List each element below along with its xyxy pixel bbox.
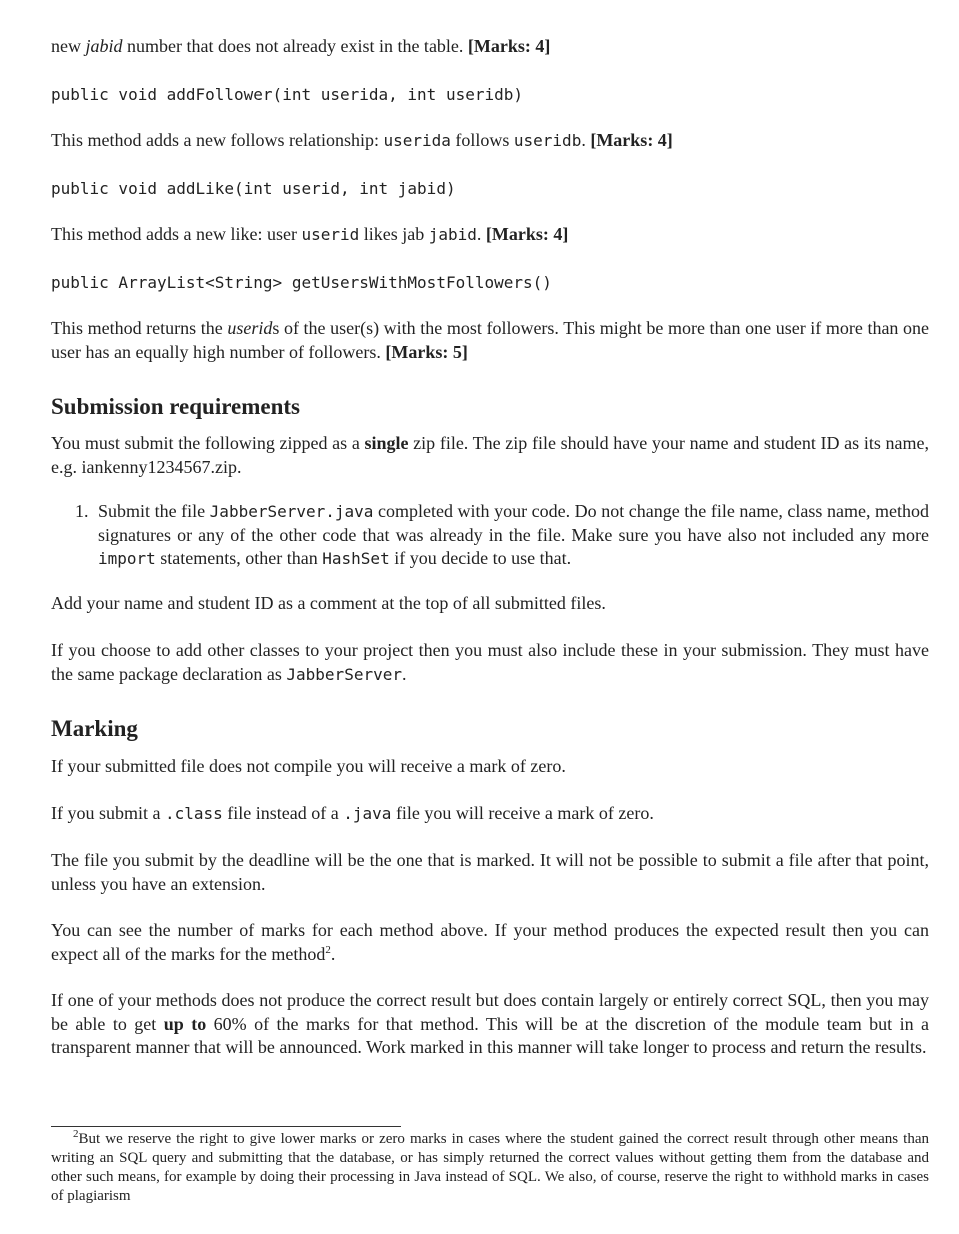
code-jabberserver: JabberServer (286, 664, 402, 684)
marking-heading: Marking (51, 716, 138, 741)
text: You must submit the following zipped as a (51, 433, 365, 453)
code-userida: userida (383, 131, 451, 150)
text: number that does not already exist in the table. (122, 36, 468, 56)
add-follower-signature: public void addFollower(int userida, int useridb) (51, 85, 524, 104)
other-classes-paragraph (51, 639, 929, 686)
emphasis: single (364, 433, 409, 453)
deadline-paragraph: The file you submit by the deadline will be the one that is marked. It will not be possible to submit a file after that point, unless you have an extension. (51, 850, 929, 894)
submission-paragraph (51, 432, 929, 479)
text: likes jab (359, 224, 429, 244)
term-jabid: jabid (85, 36, 123, 56)
emphasis: up to (163, 1013, 207, 1034)
partial-marks-paragraph (51, 989, 929, 1060)
submission-list-item (75, 500, 929, 571)
text: This method adds a new follows relationship: (51, 130, 384, 150)
text: 60% of the marks for that method. This will be at the discretion of the module team but in a transparent manner that will be announced. Work marked in this manner will take longer to process and return the results. (51, 1013, 930, 1057)
code-filename: JabberServer.java (209, 502, 374, 521)
text: . (581, 130, 591, 150)
text: file you will receive a mark of zero. (391, 803, 654, 823)
text: statements, other than (155, 548, 323, 568)
footnote-text: But we reserve the right to give lower marks or zero marks in cases where the student gained the correct result through other means than writing an SQL query and submitting that the database, or has simply returned the correct values without getting them from the database and other such means, for example by doing their processing in Java instead of SQL. We also, of course, reserve the right to withhold marks in cases of plagiarism (51, 1131, 929, 1204)
code-import: import (98, 549, 156, 568)
text: completed with your code. Do not change the file name, class name, method signatures or any of the other code that was already in the file. Make sure you have also not included any more (98, 501, 930, 545)
list-number: 1. (75, 501, 89, 521)
marks-label: [Marks: 5] (385, 341, 468, 362)
footnote-rule (51, 1126, 401, 1127)
text: If you submit a (51, 803, 165, 823)
text: . (330, 943, 336, 964)
text: Submit the file (98, 501, 210, 521)
most-followers-description (51, 317, 929, 364)
footnote-ref: 2 (325, 943, 331, 956)
text: new (51, 36, 86, 56)
most-followers-signature: public ArrayList<String> getUsersWithMostFollowers() (51, 273, 552, 292)
name-id-paragraph: Add your name and student ID as a comment at the top of all submitted files. (51, 593, 606, 613)
text: If one of your methods does not produce the correct result but does contain largely or entirely correct SQL, then you may be able to get (51, 990, 929, 1034)
footnote-mark: 2 (73, 1128, 79, 1140)
text: . (401, 663, 407, 684)
text: If you choose to add other classes to your project then you must also include these in your submission. They must have the same package declaration as (51, 640, 929, 684)
text: follows (450, 130, 514, 150)
text: You can see the number of marks for each method above. If your method produces the expected result then you can expect all of the marks for the method (51, 920, 929, 964)
code-useridb: useridb (513, 131, 582, 150)
text: s of the user(s) with the most followers. This might be more than one user if more than one user has an equally high number of followers. (51, 318, 930, 362)
term-userid: userid (227, 318, 273, 338)
marks-label: [Marks: 4] (590, 130, 673, 150)
compile-paragraph: If your submitted file does not compile you will receive a mark of zero. (51, 756, 566, 776)
footnote (51, 1130, 929, 1206)
text: This method returns the (51, 318, 228, 338)
add-follower-description (51, 129, 929, 153)
text: . (476, 224, 486, 244)
marks-paragraph (51, 919, 929, 966)
text: zip file. The zip file should have your name and student ID as its name, e.g. iankenny1234567.zip. (51, 433, 929, 477)
code-userid: userid (301, 225, 360, 244)
submission-heading: Submission requirements (51, 394, 301, 419)
text: if you decide to use that. (389, 548, 572, 568)
code-java-ext: .java (343, 804, 392, 823)
text: file instead of a (222, 803, 344, 823)
code-hashset: HashSet (322, 549, 390, 568)
add-like-description (51, 223, 929, 247)
jabid-description (51, 35, 929, 59)
marks-label: [Marks: 4] (485, 224, 569, 244)
marks-label: [Marks: 4] (467, 36, 551, 56)
class-file-paragraph (51, 802, 929, 826)
text: This method adds a new like: user (51, 224, 302, 244)
code-class-ext: .class (165, 804, 223, 823)
list-item-text (98, 500, 929, 571)
code-jabid: jabid (428, 225, 477, 244)
add-like-signature: public void addLike(int userid, int jabid) (51, 179, 456, 198)
